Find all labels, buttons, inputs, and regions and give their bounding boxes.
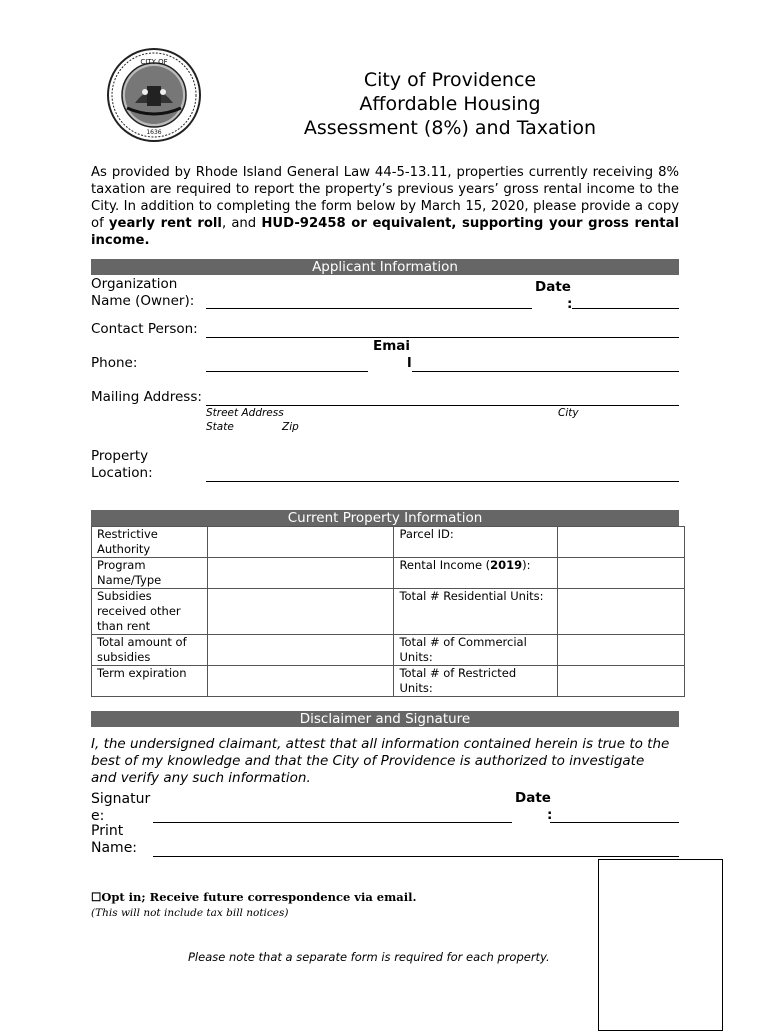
phone-field[interactable] xyxy=(206,371,368,372)
commercial-units-field[interactable] xyxy=(558,635,685,666)
subsidies-amount-field[interactable] xyxy=(207,635,394,666)
commercial-units-label: Total # of Commercial Units: xyxy=(394,635,558,666)
date-label xyxy=(535,279,572,313)
restrictive-authority-label: Restrictive Authority xyxy=(92,527,208,558)
date-label-line-2: : xyxy=(567,296,573,312)
intro-paragraph xyxy=(91,164,679,249)
city-hint: City xyxy=(558,407,579,419)
title-line-1: City of Providence xyxy=(363,69,537,91)
contact-person-label: Contact Person: xyxy=(91,321,198,337)
section-header-property: Current Property Information xyxy=(91,510,679,526)
svg-text:1636: 1636 xyxy=(146,129,162,136)
print-label-line-1: Print xyxy=(91,823,124,839)
footer-note: Please note that a separate form is required for each property. xyxy=(188,950,550,964)
property-location-field[interactable] xyxy=(206,481,679,482)
subsidies-field[interactable] xyxy=(207,589,394,635)
optin-label: Opt in; Receive future correspondence via email. xyxy=(101,890,417,904)
subsidies-amount-label: Total amount of subsidies xyxy=(92,635,208,666)
table-row xyxy=(92,589,685,635)
city-seal-logo xyxy=(107,48,201,142)
org-label-line-1: Organization xyxy=(91,276,178,292)
signature-label-line-2: e: xyxy=(91,808,105,824)
street-address-hint: Street Address xyxy=(206,407,284,419)
rental-income-suffix: ): xyxy=(522,558,531,572)
intro-text-2: , and xyxy=(221,216,262,231)
print-name-field[interactable] xyxy=(153,856,679,857)
signature-label xyxy=(91,791,150,825)
rental-income-field[interactable] xyxy=(558,558,685,589)
term-expiration-field[interactable] xyxy=(207,666,394,697)
restricted-units-label: Total # of Restricted Units: xyxy=(394,666,558,697)
rental-income-label xyxy=(394,558,558,589)
table-row xyxy=(92,666,685,697)
optin-checkbox[interactable]: ☐ xyxy=(91,890,102,904)
term-expiration-label: Term expiration xyxy=(92,666,208,697)
restrictive-authority-field[interactable] xyxy=(207,527,394,558)
date-field[interactable] xyxy=(572,308,679,309)
signature-label-line-1: Signatur xyxy=(91,791,151,807)
email-label xyxy=(373,338,412,372)
program-name-label: Program Name/Type xyxy=(92,558,208,589)
table-row xyxy=(92,527,685,558)
email-field[interactable] xyxy=(412,371,679,372)
signature-date-label xyxy=(515,790,552,824)
title-line-3: Assessment (8%) and Taxation xyxy=(303,117,597,139)
table-row xyxy=(92,635,685,666)
intro-bold-hud: HUD-92458 or equivalent, supporting your gross rental income. xyxy=(91,216,679,248)
org-name-label xyxy=(91,276,194,310)
print-label-line-2: Name: xyxy=(91,840,138,856)
rental-income-prefix: Rental Income ( xyxy=(399,558,491,572)
property-label-line-2: Location: xyxy=(91,465,153,481)
state-hint: State xyxy=(206,421,234,433)
mailing-address-label: Mailing Address: xyxy=(91,389,202,405)
sig-date-label-line-2: : xyxy=(547,807,553,823)
intro-text: As provided by Rhode Island General Law 44-5-13.11, properties currently receiving 8% taxation are required to report the property’s previous years’ gross rental income to the City. In addition to completing the form below by March 15, 2020, please provide a copy of xyxy=(91,165,679,231)
subsidies-label: Subsidies received other than rent xyxy=(92,589,208,635)
section-header-applicant: Applicant Information xyxy=(91,259,679,275)
office-use-box xyxy=(598,859,723,1031)
svg-text:CITY OF: CITY OF xyxy=(140,58,168,66)
optin-note: (This will not include tax bill notices) xyxy=(91,907,289,919)
print-name-label xyxy=(91,823,137,857)
property-location-label xyxy=(91,448,153,482)
phone-label: Phone: xyxy=(91,355,138,371)
title-line-2: Affordable Housing xyxy=(359,93,541,115)
form-title xyxy=(260,68,640,140)
restricted-units-field[interactable] xyxy=(558,666,685,697)
rental-income-year: 2019 xyxy=(490,558,523,572)
date-label-line-1: Date xyxy=(535,279,571,295)
table-row xyxy=(92,558,685,589)
residential-units-label: Total # Residential Units: xyxy=(394,589,558,635)
program-name-field[interactable] xyxy=(207,558,394,589)
disclaimer-text: I, the undersigned claimant, attest that all information contained herein is true to the best of my knowledge and that the City of Providence is authorized to investigate and verify any such information. xyxy=(91,736,670,786)
signature-field[interactable] xyxy=(153,822,512,823)
org-label-line-2: Name (Owner): xyxy=(91,293,195,309)
optin-row xyxy=(91,890,416,904)
intro-bold-rent-roll: yearly rent roll xyxy=(108,216,222,231)
property-label-line-1: Property xyxy=(91,448,149,464)
sig-date-label-line-1: Date xyxy=(515,790,551,806)
email-label-line-1: Emai xyxy=(373,338,411,354)
org-name-field[interactable] xyxy=(206,308,532,309)
property-info-table xyxy=(91,526,685,697)
parcel-id-field[interactable] xyxy=(558,527,685,558)
signature-date-field[interactable] xyxy=(550,822,679,823)
email-label-line-2: l xyxy=(407,355,412,371)
parcel-id-label: Parcel ID: xyxy=(394,527,558,558)
zip-hint: Zip xyxy=(282,421,299,433)
contact-person-field[interactable] xyxy=(206,337,679,338)
section-header-disclaimer: Disclaimer and Signature xyxy=(91,711,679,727)
residential-units-field[interactable] xyxy=(558,589,685,635)
